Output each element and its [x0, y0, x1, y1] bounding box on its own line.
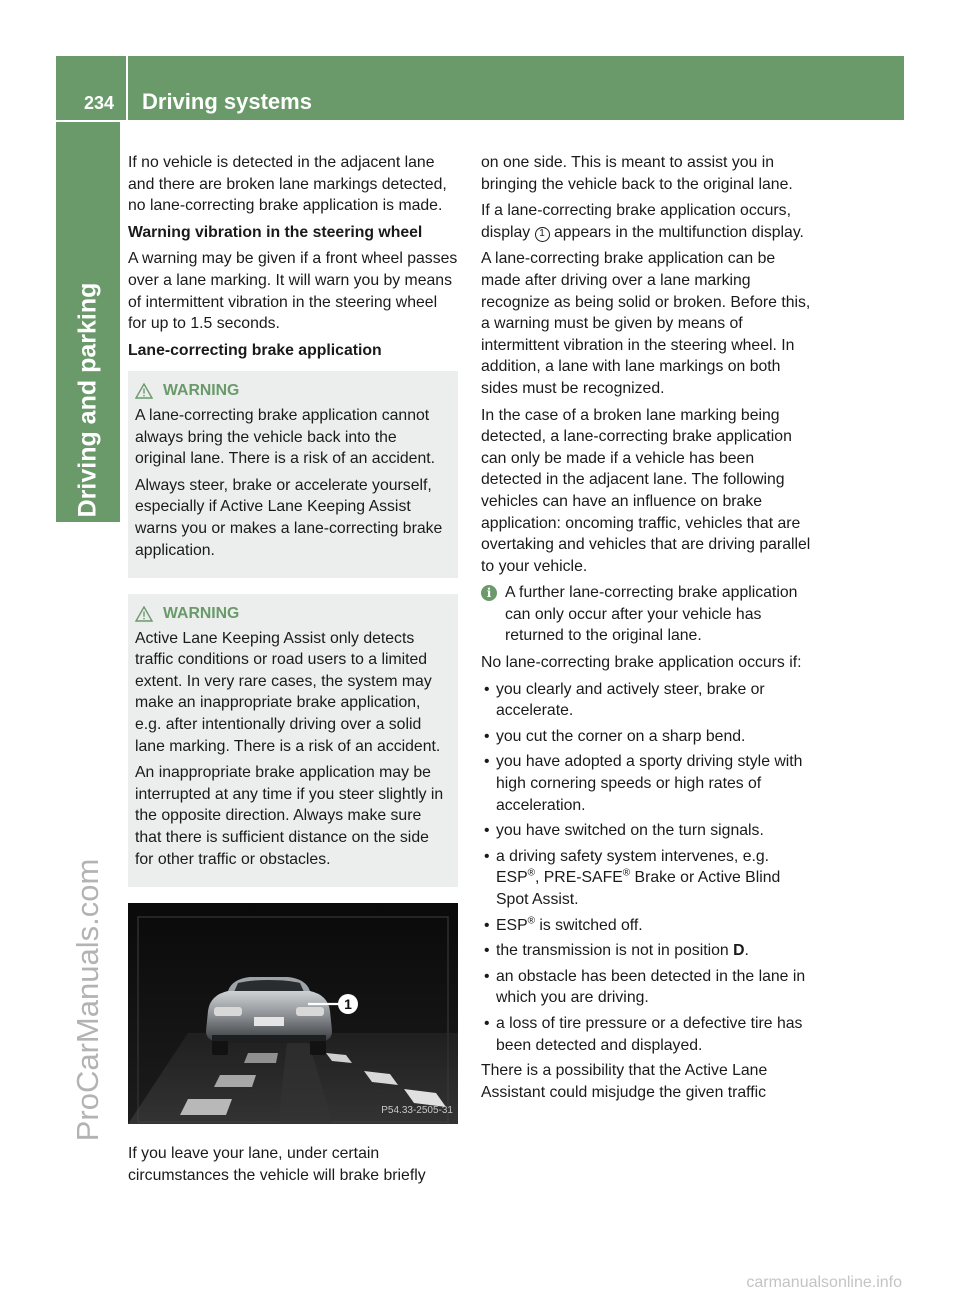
warning-box-1 [128, 371, 458, 578]
list-item-text: the transmission is not in position [496, 942, 734, 960]
list-item [481, 846, 811, 911]
list-item-text: . [744, 942, 749, 960]
list-item-text: , PRE-SAFE [534, 869, 623, 887]
warning-text: An inappropriate brake application may be interrupted at any time if you steer slightly in the opposite direction. Always make sure that there is sufficient distance on the side for other traffic or obstacles. [135, 764, 444, 868]
figure-code: P54.33-2505-31 [381, 1104, 453, 1116]
no-brake-intro: No lane-correcting brake application occurs if: [481, 654, 802, 672]
list-item: • a loss of tire pressure or a defective tire has been detected and displayed. [481, 1013, 811, 1056]
left-column [128, 152, 458, 1191]
registered-mark: ® [527, 915, 535, 927]
list-item: • you have switched on the turn signals. [481, 820, 811, 842]
paragraph: A lane-correcting brake application can be made after driving over a lane marking recognize as being solid or broken. Before this, a warning must be given by means of intermittent vibration in the steering wheel. In addition, a lane with lane markings on both sides must be recognized. [481, 250, 811, 397]
warning-text: Active Lane Keeping Assist only detects traffic conditions or road users to a limited extent. In very rare cases, the system may make an inappropriate brake application, e.g. after intentionally driving over a solid lane marking. There is a risk of an accident. [135, 629, 441, 755]
info-note-text: A further lane-correcting brake application can only occur after your vehicle has returned to the original lane. [505, 584, 798, 645]
subheading-vibration: Warning vibration in the steering wheel [128, 223, 423, 241]
section-title: Driving systems [142, 89, 312, 114]
subheading-brake: Lane-correcting brake application [128, 341, 382, 359]
info-note [481, 582, 811, 647]
no-brake-list [481, 679, 811, 1057]
warning-triangle-icon [135, 606, 153, 622]
figure-callout: 1 [344, 996, 352, 1013]
list-item-text: ESP [496, 916, 528, 934]
side-watermark: ProCarManuals.com [70, 858, 105, 1142]
lane-assist-figure [128, 903, 458, 1124]
paragraph: In the case of a broken lane marking being detected, a lane-correcting brake application can only be made if a vehicle has been detected in the adjacent lane. The following vehicles can have an influence on brake application: oncoming traffic, vehicles that are overtaking and vehicles that are driving parallel to your vehicle. [481, 406, 811, 575]
paragraph-text: If a lane-correcting brake application occurs, display [481, 202, 791, 241]
list-item-text: Brake or Active Blind Spot Assist. [496, 869, 781, 908]
callout-circle-inline: 1 [535, 227, 550, 242]
list-item: • you have adopted a sporty driving style with high cornering speeds or high rates of acceleration. [481, 751, 811, 816]
warning-title: WARNING [163, 382, 240, 400]
list-item-text: is switched off. [534, 916, 643, 934]
warning-title: WARNING [163, 605, 240, 623]
warning-text: A lane-correcting brake application cannot always bring the vehicle back into the original lane. There is a risk of an accident. [135, 406, 436, 468]
list-item [481, 915, 811, 937]
paragraph-text: appears in the multifunction display. [553, 223, 804, 241]
warning-box-2 [128, 594, 458, 887]
header-divider [126, 56, 128, 120]
list-item: • an obstacle has been detected in the lane in which you are driving. [481, 966, 811, 1009]
list-item: • you cut the corner on a sharp bend. [481, 726, 811, 748]
right-column [481, 152, 811, 1108]
list-item [481, 940, 811, 962]
closing-paragraph: There is a possibility that the Active Lane Assistant could misjudge the given traffic [481, 1062, 768, 1101]
intro-paragraph: If no vehicle is detected in the adjacent lane and there are broken lane markings detected, no lane-correcting brake application is made. [128, 154, 447, 215]
warning-heading [135, 603, 450, 625]
side-tab-label: Driving and parking [73, 282, 102, 518]
info-icon: i [481, 585, 497, 601]
list-item-text: a driving safety system intervenes, e.g. ESP [496, 847, 770, 887]
paragraph-display-callout [481, 200, 811, 243]
paragraph: on one side. This is meant to assist you in bringing the vehicle back to the original lane. [481, 154, 793, 193]
vibration-paragraph: A warning may be given if a front wheel passes over a lane marking. It will warn you by means of intermittent vibration in the steering wheel for up to 1.5 seconds. [128, 250, 458, 333]
warning-triangle-icon [135, 383, 153, 399]
list-item: • you clearly and actively steer, brake or accelerate. [481, 679, 811, 722]
warning-text: Always steer, brake or accelerate yourself, especially if Active Lane Keeping Assist warns you or makes a lane-correcting brake application. [135, 476, 443, 559]
registered-mark: ® [622, 868, 631, 880]
page-number: 234 [84, 93, 115, 113]
registered-mark: ® [527, 868, 535, 880]
after-figure-paragraph: If you leave your lane, under certain circumstances the vehicle will brake briefly [128, 1145, 426, 1184]
transmission-position: D [733, 942, 745, 960]
lane-assist-illustration [128, 903, 458, 1124]
footer-watermark: carmanualsonline.info [746, 1274, 902, 1291]
warning-heading [135, 380, 450, 402]
